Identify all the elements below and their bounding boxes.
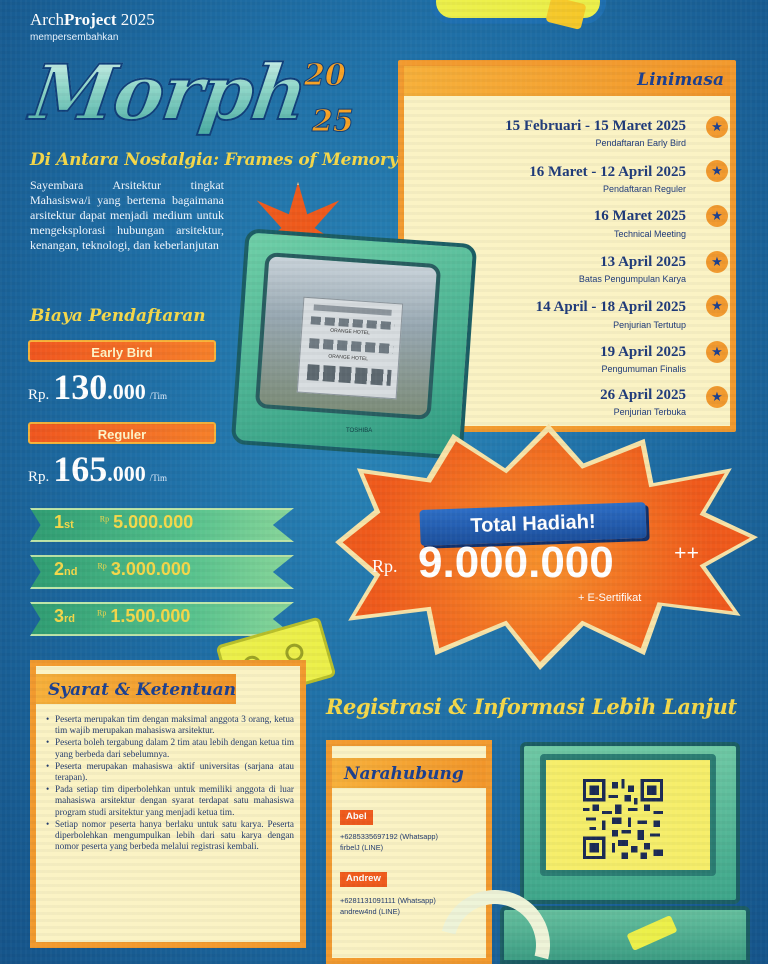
prize-1-value: 5.000.000 [113, 512, 194, 532]
tv-brand-label: TOSHIBA [346, 428, 373, 434]
contact-title: Narahubung [344, 764, 464, 784]
contact-name-abel: Abel [340, 810, 373, 825]
hotel-sign-top: ORANGE HOTEL [329, 327, 371, 337]
timeline-label-5: Penjurian Tertutup [613, 320, 686, 330]
timeline-date-5: 14 April - 18 April 2025 [535, 299, 686, 315]
timeline-date-2: 16 Maret - 12 April 2025 [529, 164, 686, 180]
tagline: Di Antara Nostalgia: Frames of Memory [30, 150, 399, 170]
contact-name-andrew: Andrew [340, 872, 387, 887]
early-bird-label: Early Bird [28, 340, 216, 362]
timeline-date-4: 13 April 2025 [600, 254, 686, 270]
contact-line-abel[interactable]: firbelJ (LINE) [340, 843, 384, 852]
total-prize-label: Total Hadiah! [419, 502, 646, 546]
prize-2-rp: Rp [97, 561, 107, 571]
early-decimal: .000 [107, 379, 146, 404]
prize-1-rank-suffix: st [64, 519, 74, 531]
terms-item: • Peserta merupakan mahasiswa aktif universitas (sarjana atau terapan). [46, 761, 294, 783]
timeline-date-7: 26 April 2025 [600, 387, 686, 403]
timeline-date-3: 16 Maret 2025 [593, 208, 686, 224]
prize-2-rank-suffix: nd [64, 566, 78, 578]
total-prize-plus: ++ [674, 540, 700, 565]
early-bird-price [28, 366, 167, 408]
timeline-title: Linimasa [637, 70, 724, 90]
qr-code-icon[interactable] [583, 778, 663, 860]
hotel-sign-bottom: ORANGE HOTEL [328, 353, 369, 363]
terms-item: • Peserta boleh tergabung dalam 2 tim atau lebih dengan ketua tim yang berbeda dari sebelumnya. [46, 737, 294, 759]
certificate-note: + E-Sertifikat [578, 592, 642, 604]
early-rp: Rp. [28, 387, 50, 403]
star-icon: ★ [706, 251, 728, 273]
prize-3-rank-suffix: rd [64, 613, 76, 625]
brand-bold: Project [63, 10, 117, 29]
star-icon: ★ [706, 205, 728, 227]
prize-3-rank [54, 606, 75, 626]
star-icon: ★ [706, 386, 728, 408]
contact-line-andrew[interactable]: andrew4nd (LINE) [340, 907, 400, 916]
star-icon: ★ [706, 295, 728, 317]
timeline-label-3: Technical Meeting [613, 229, 686, 239]
brand-prefix: Arch [30, 10, 64, 29]
early-amount: 130 [53, 367, 108, 407]
contact-phone-andrew[interactable]: +6281131091111 (Whatsapp) [340, 896, 436, 905]
terms-item: • Setiap nomor peserta hanya berlaku untuk satu karya. Peserta diperbolehkan mengumpulkan lebih dari satu karya dengan nomor peserta yang berbeda melalui registrasi kembali. [46, 819, 294, 853]
prize-2-rank [54, 559, 77, 579]
regular-rp: Rp. [28, 469, 50, 485]
registration-title: Registrasi & Informasi Lebih Lanjut [326, 694, 737, 719]
logo-year-top: 20 [304, 58, 346, 93]
prize-1 [54, 512, 193, 533]
building-photo [297, 297, 403, 400]
terms-list [46, 714, 294, 853]
prize-3 [54, 606, 190, 627]
early-unit: /Tim [149, 391, 167, 401]
total-prize-rp: Rp. [372, 556, 398, 576]
timeline-label-1: Pendaftaran Early Bird [595, 138, 686, 148]
timeline-date-6: 19 April 2025 [600, 344, 686, 360]
regular-price [28, 448, 167, 490]
prize-1-rp: Rp [99, 514, 110, 524]
terms-item: • Peserta merupakan tim dengan maksimal anggota 3 orang, ketua tim wajib merupakan mahasiswa arsitektur. [46, 714, 294, 736]
prize-3-rank-number: 3 [54, 606, 65, 626]
prize-1-rank [54, 512, 74, 532]
timeline-label-2: Pendaftaran Reguler [602, 184, 686, 194]
prize-3-rp: Rp [97, 608, 107, 618]
prize-3-value: 1.500.000 [110, 606, 191, 626]
brand-title [30, 10, 155, 30]
contact-phone-abel[interactable]: +6285335697192 (Whatsapp) [340, 832, 439, 841]
event-logo-word: Morph [25, 48, 312, 137]
prize-1-rank-number: 1 [54, 512, 65, 532]
timeline-label-6: Pengumuman Finalis [601, 364, 686, 374]
description: Sayembara Arsitektur tingkat Mahasiswa/i yang bertema bagaimana arsitektur dapat menjadi medium untuk mengeksplorasi hubungan arsitektur, kenangan, teknologi, dan keberlanjutan [30, 178, 224, 252]
total-prize-value: 9.000.000 [418, 538, 614, 587]
regular-amount: 165 [53, 449, 108, 489]
timeline-label-7: Penjurian Terbuka [613, 407, 686, 417]
brand-subtitle: mempersembahkan [30, 32, 119, 43]
terms-item: • Pada setiap tim diperbolehkan untuk memiliki anggota di luar mahasiswa arsitektur dengan syarat terdapat satu mahasiswa program studi arsitektur yang menjadi ketua tim. [46, 784, 294, 818]
brand-year: 2025 [116, 10, 155, 29]
terms-title: Syarat & Ketentuan [48, 680, 237, 700]
regular-label: Reguler [28, 422, 216, 444]
timeline-date-1: 15 Februari - 15 Maret 2025 [505, 118, 686, 134]
prize-2-rank-number: 2 [54, 559, 65, 579]
logo-year-bottom: 25 [312, 104, 354, 139]
star-icon: ★ [706, 341, 728, 363]
prize-2-value: 3.000.000 [110, 559, 191, 579]
regular-unit: /Tim [149, 473, 167, 483]
star-icon: ★ [706, 160, 728, 182]
prize-2 [54, 559, 191, 580]
tape-clip-decoration [545, 0, 586, 30]
regular-decimal: .000 [107, 461, 146, 486]
timeline-label-4: Batas Pengumpulan Karya [578, 274, 686, 284]
star-icon: ★ [706, 116, 728, 138]
fee-title: Biaya Pendaftaran [30, 306, 206, 326]
